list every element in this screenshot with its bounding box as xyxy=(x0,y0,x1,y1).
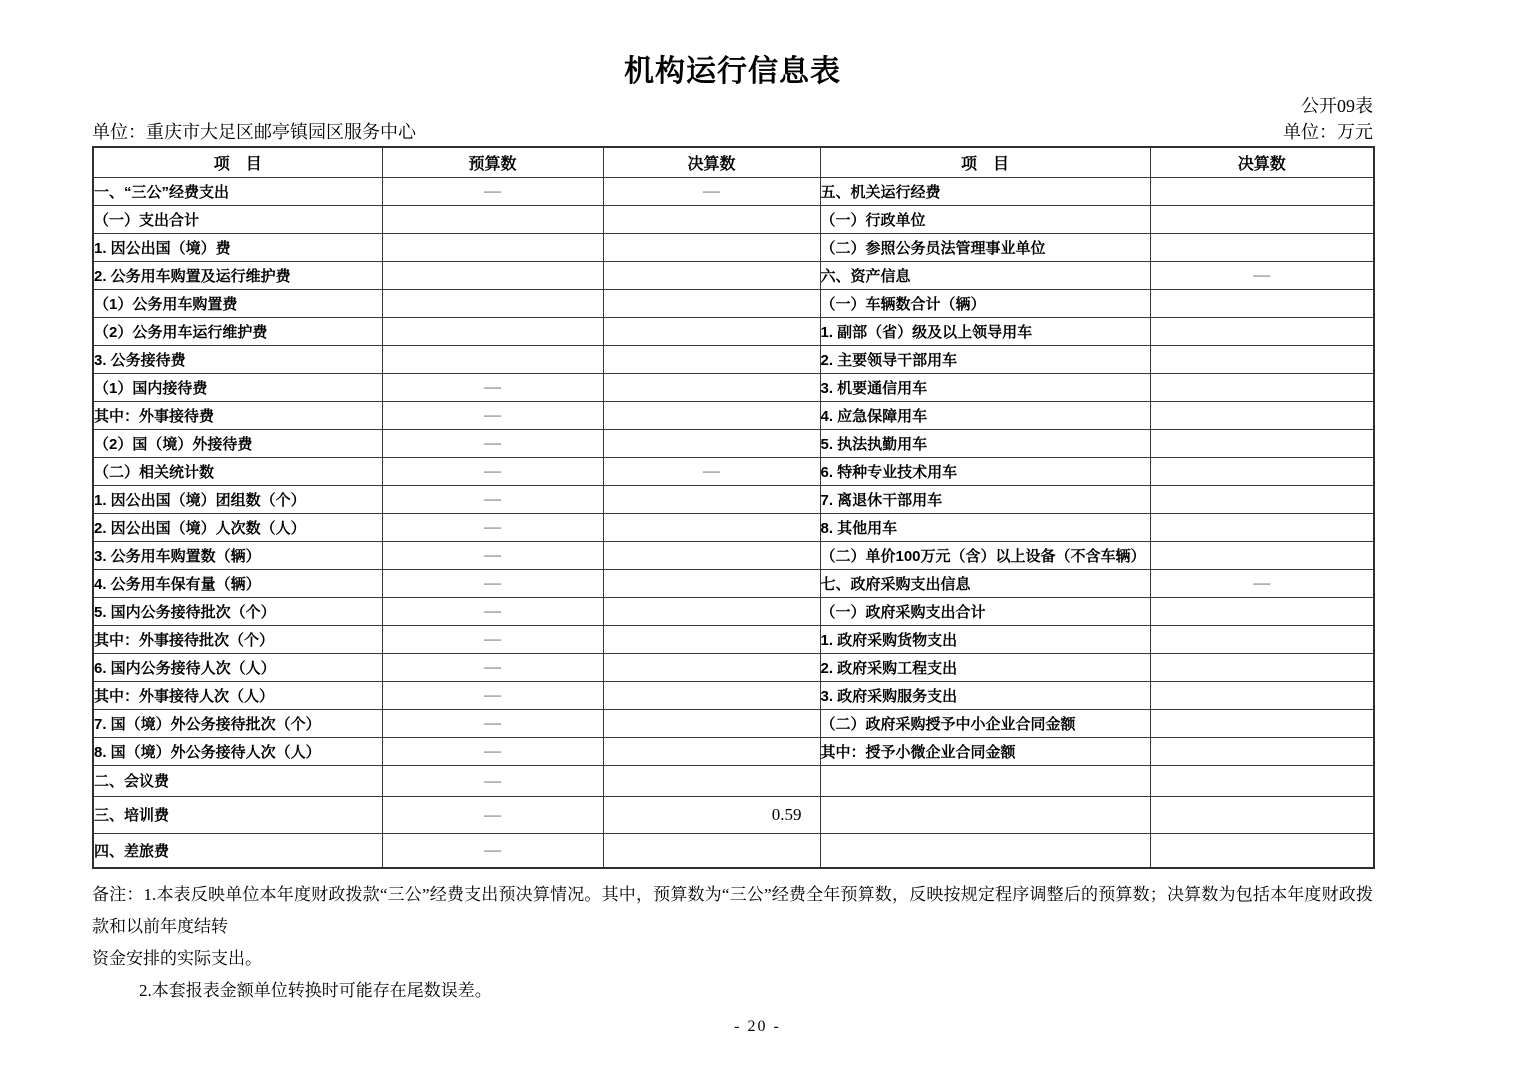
budget-value-cell xyxy=(382,205,603,233)
item-label-cell-left: 5. 国内公务接待批次（个） xyxy=(93,597,382,625)
item-label-cell-right: 3. 机要通信用车 xyxy=(820,373,1150,401)
table-row xyxy=(93,653,1374,681)
final-value-cell-left xyxy=(603,233,820,261)
final-value-cell-left xyxy=(603,709,820,737)
page-number: - 20 - xyxy=(734,1018,781,1035)
budget-value-cell: — xyxy=(382,541,603,569)
final-value-cell-right xyxy=(1150,233,1374,261)
col-header-final-left: 决算数 xyxy=(603,147,820,177)
budget-value-cell: — xyxy=(382,625,603,653)
item-label-cell-right: （一）行政单位 xyxy=(820,205,1150,233)
final-value-cell-left xyxy=(603,373,820,401)
budget-value-cell: — xyxy=(382,177,603,205)
item-label-cell-right: 2. 政府采购工程支出 xyxy=(820,653,1150,681)
org-unit-label: 单位：重庆市大足区邮亭镇园区服务中心 xyxy=(92,122,416,142)
item-label-cell-right: 其中：授予小微企业合同金额 xyxy=(820,737,1150,765)
item-label-cell-left: 其中：外事接待人次（人） xyxy=(93,681,382,709)
budget-value-cell: — xyxy=(382,373,603,401)
item-label-cell-right: 五、机关运行经费 xyxy=(820,177,1150,205)
table-row xyxy=(93,513,1374,541)
note-line-2: 资金安排的实际支出。 xyxy=(92,949,262,968)
item-label-cell-left: （1）公务用车购置费 xyxy=(93,289,382,317)
final-value-cell-left xyxy=(603,289,820,317)
budget-value-cell: — xyxy=(382,765,603,796)
col-header-item-left: 项 目 xyxy=(93,147,382,177)
col-header-final-right: 决算数 xyxy=(1150,147,1374,177)
budget-value-cell: — xyxy=(382,796,603,833)
table-header-row xyxy=(93,147,1374,177)
item-label-cell-left: 8. 国（境）外公务接待人次（人） xyxy=(93,737,382,765)
table-row xyxy=(93,765,1374,796)
page-title: 机构运行信息表 xyxy=(624,55,841,88)
budget-value-cell xyxy=(382,345,603,373)
item-label-cell-left: 其中：外事接待批次（个） xyxy=(93,625,382,653)
item-label-cell-right xyxy=(820,765,1150,796)
final-value-cell-right xyxy=(1150,485,1374,513)
final-value-cell-right xyxy=(1150,796,1374,833)
item-label-cell-left: （2）国（境）外接待费 xyxy=(93,429,382,457)
item-label-cell-left: 2. 因公出国（境）人次数（人） xyxy=(93,513,382,541)
final-value-cell-left xyxy=(603,625,820,653)
budget-value-cell: — xyxy=(382,681,603,709)
final-value-cell-left xyxy=(603,765,820,796)
item-label-cell-right: 七、政府采购支出信息 xyxy=(820,569,1150,597)
item-label-cell-right: 4. 应急保障用车 xyxy=(820,401,1150,429)
final-value-cell-left xyxy=(603,317,820,345)
item-label-cell-right: （二）政府采购授予中小企业合同金额 xyxy=(820,709,1150,737)
currency-unit-label: 单位：万元 xyxy=(1283,122,1373,142)
table-row xyxy=(93,373,1374,401)
final-value-cell-left xyxy=(603,345,820,373)
table-row xyxy=(93,597,1374,625)
table-row xyxy=(93,401,1374,429)
budget-value-cell: — xyxy=(382,597,603,625)
budget-value-cell: — xyxy=(382,569,603,597)
table-row xyxy=(93,261,1374,289)
final-value-cell-left: 0.59 xyxy=(603,796,820,833)
item-label-cell-right: 2. 主要领导干部用车 xyxy=(820,345,1150,373)
budget-value-cell: — xyxy=(382,457,603,485)
budget-value-cell xyxy=(382,261,603,289)
table-row xyxy=(93,569,1374,597)
table-row xyxy=(93,317,1374,345)
budget-value-cell xyxy=(382,289,603,317)
item-label-cell-right: 6. 特种专业技术用车 xyxy=(820,457,1150,485)
item-label-cell-left: 6. 国内公务接待人次（人） xyxy=(93,653,382,681)
item-label-cell-right: 1. 副部（省）级及以上领导用车 xyxy=(820,317,1150,345)
final-value-cell-left xyxy=(603,833,820,868)
item-label-cell-left: 一、“三公”经费支出 xyxy=(93,177,382,205)
final-value-cell-left: — xyxy=(603,457,820,485)
item-label-cell-right: 5. 执法执勤用车 xyxy=(820,429,1150,457)
final-value-cell-right xyxy=(1150,541,1374,569)
item-label-cell-left: 3. 公务用车购置数（辆） xyxy=(93,541,382,569)
note-line-3: 2.本套报表金额单位转换时可能存在尾数误差。 xyxy=(139,981,492,1000)
table-row xyxy=(93,541,1374,569)
final-value-cell-right xyxy=(1150,289,1374,317)
item-label-cell-left: 其中：外事接待费 xyxy=(93,401,382,429)
final-value-cell-left xyxy=(603,681,820,709)
table-row xyxy=(93,709,1374,737)
final-value-cell-right xyxy=(1150,373,1374,401)
item-label-cell-right: 7. 离退休干部用车 xyxy=(820,485,1150,513)
final-value-cell-right xyxy=(1150,597,1374,625)
final-value-cell-left xyxy=(603,597,820,625)
final-value-cell-left xyxy=(603,401,820,429)
final-value-cell-right xyxy=(1150,345,1374,373)
item-label-cell-left: 四、差旅费 xyxy=(93,833,382,868)
col-header-item-right: 项 目 xyxy=(820,147,1150,177)
item-label-cell-left: 1. 因公出国（境）团组数（个） xyxy=(93,485,382,513)
final-value-cell-right xyxy=(1150,401,1374,429)
table-row xyxy=(93,429,1374,457)
budget-value-cell: — xyxy=(382,485,603,513)
item-label-cell-right xyxy=(820,833,1150,868)
note-line-1: 备注：1.本表反映单位本年度财政拨款“三公”经费支出预决算情况。其中，预算数为“三公”经费全年预算数，反映按规定程序调整后的预算数；决算数为包括本年度财政拨款和以前年度结转 xyxy=(92,885,1373,936)
table-row xyxy=(93,833,1374,868)
table-row xyxy=(93,233,1374,261)
table-row xyxy=(93,625,1374,653)
table-row xyxy=(93,289,1374,317)
budget-value-cell: — xyxy=(382,737,603,765)
item-label-cell-left: 三、培训费 xyxy=(93,796,382,833)
item-label-cell-left: 二、会议费 xyxy=(93,765,382,796)
final-value-cell-right xyxy=(1150,625,1374,653)
final-value-cell-right xyxy=(1150,653,1374,681)
table-row xyxy=(93,681,1374,709)
final-value-cell-right xyxy=(1150,709,1374,737)
item-label-cell-right: 3. 政府采购服务支出 xyxy=(820,681,1150,709)
final-value-cell-right xyxy=(1150,681,1374,709)
budget-value-cell: — xyxy=(382,653,603,681)
final-value-cell-right xyxy=(1150,429,1374,457)
item-label-cell-right xyxy=(820,796,1150,833)
final-value-cell-left xyxy=(603,205,820,233)
table-row xyxy=(93,345,1374,373)
final-value-cell-left xyxy=(603,569,820,597)
col-header-budget: 预算数 xyxy=(382,147,603,177)
budget-value-cell: — xyxy=(382,833,603,868)
item-label-cell-left: 2. 公务用车购置及运行维护费 xyxy=(93,261,382,289)
item-label-cell-right: （一）车辆数合计（辆） xyxy=(820,289,1150,317)
operation-info-table xyxy=(92,146,1375,869)
final-value-cell-right xyxy=(1150,457,1374,485)
budget-value-cell xyxy=(382,233,603,261)
final-value-cell-left xyxy=(603,429,820,457)
form-number-label: 公开09表 xyxy=(1301,96,1373,116)
final-value-cell-right: — xyxy=(1150,569,1374,597)
final-value-cell-left xyxy=(603,261,820,289)
budget-value-cell: — xyxy=(382,709,603,737)
final-value-cell-right xyxy=(1150,205,1374,233)
table-row xyxy=(93,796,1374,833)
item-label-cell-left: （二）相关统计数 xyxy=(93,457,382,485)
item-label-cell-right: 8. 其他用车 xyxy=(820,513,1150,541)
notes-section xyxy=(92,879,1373,1007)
item-label-cell-left: （2）公务用车运行维护费 xyxy=(93,317,382,345)
item-label-cell-left: 1. 因公出国（境）费 xyxy=(93,233,382,261)
item-label-cell-left: （一）支出合计 xyxy=(93,205,382,233)
item-label-cell-right: 1. 政府采购货物支出 xyxy=(820,625,1150,653)
final-value-cell-left xyxy=(603,541,820,569)
final-value-cell-right xyxy=(1150,513,1374,541)
item-label-cell-left: 3. 公务接待费 xyxy=(93,345,382,373)
final-value-cell-right xyxy=(1150,177,1374,205)
final-value-cell-right xyxy=(1150,317,1374,345)
budget-value-cell: — xyxy=(382,429,603,457)
final-value-cell-left xyxy=(603,653,820,681)
final-value-cell-right: — xyxy=(1150,261,1374,289)
final-value-cell-right xyxy=(1150,737,1374,765)
final-value-cell-left xyxy=(603,737,820,765)
table-row xyxy=(93,485,1374,513)
item-label-cell-left: （1）国内接待费 xyxy=(93,373,382,401)
budget-value-cell: — xyxy=(382,513,603,541)
table-row xyxy=(93,737,1374,765)
item-label-cell-right: 六、资产信息 xyxy=(820,261,1150,289)
item-label-cell-left: 4. 公务用车保有量（辆） xyxy=(93,569,382,597)
unit-row xyxy=(92,118,1373,144)
final-value-cell-right xyxy=(1150,765,1374,796)
item-label-cell-right: （二）参照公务员法管理事业单位 xyxy=(820,233,1150,261)
item-label-cell-left: 7. 国（境）外公务接待批次（个） xyxy=(93,709,382,737)
table-row xyxy=(93,177,1374,205)
item-label-cell-right: （一）政府采购支出合计 xyxy=(820,597,1150,625)
budget-value-cell xyxy=(382,317,603,345)
final-value-cell-left xyxy=(603,513,820,541)
budget-value-cell: — xyxy=(382,401,603,429)
final-value-cell-left xyxy=(603,485,820,513)
item-label-cell-right: （二）单价100万元（含）以上设备（不含车辆） xyxy=(820,541,1150,569)
final-value-cell-left: — xyxy=(603,177,820,205)
final-value-cell-right xyxy=(1150,833,1374,868)
table-row xyxy=(93,457,1374,485)
table-row xyxy=(93,205,1374,233)
